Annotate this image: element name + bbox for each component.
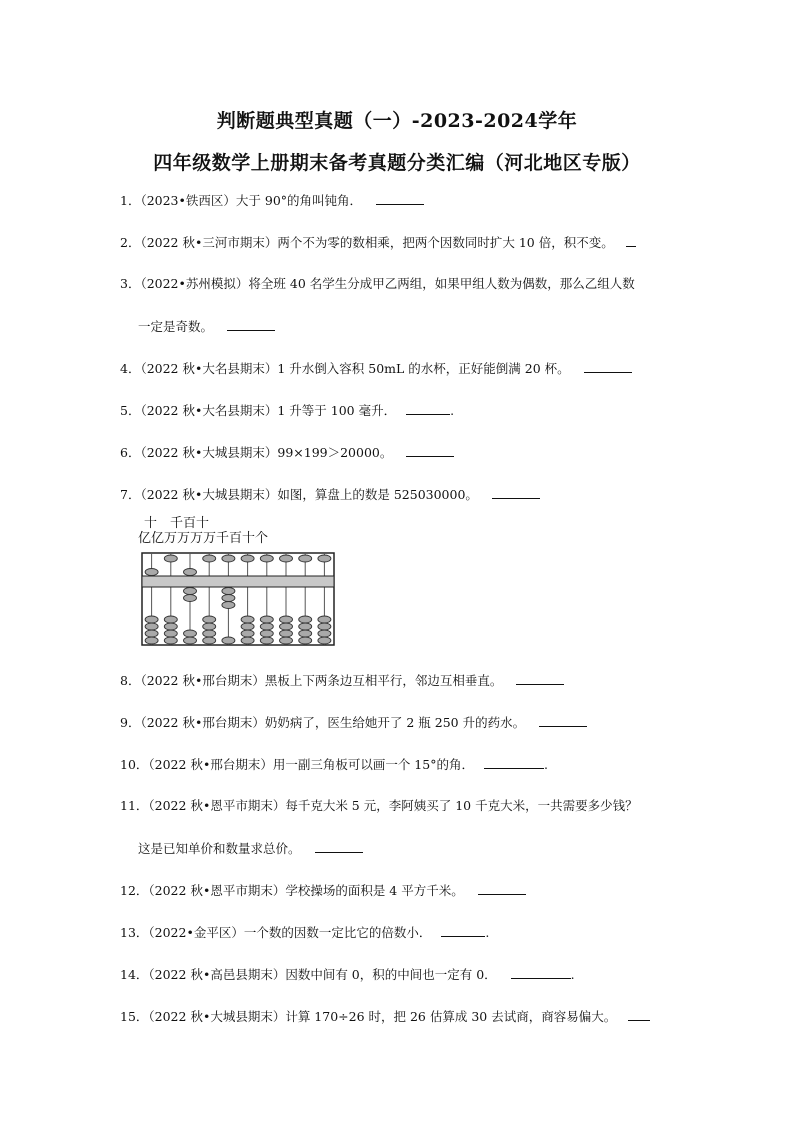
abacus-lower-bead <box>299 623 312 630</box>
abacus-bottom-labels: 亿亿万万万万千百十个 <box>138 531 269 546</box>
question-15 <box>120 1008 690 1025</box>
question-text: （2022 秋•恩平市期末）每千克大米 5 元，李阿姨买了 10 千克大米，一共需要多少钱？ <box>148 798 638 813</box>
title-line-2: 四年级数学上册期末备考真题分类汇编（河北地区专版） <box>153 152 641 174</box>
question-1 <box>120 192 690 209</box>
question-number: 7． <box>120 487 141 502</box>
abacus-upper-bead <box>241 555 254 562</box>
abacus-lower-bead <box>145 630 158 637</box>
abacus-lower-bead <box>280 623 293 630</box>
abacus-lower-bead <box>241 630 254 637</box>
question-number: 10． <box>120 757 149 772</box>
abacus-lower-bead <box>222 588 235 595</box>
question-text-cont: 一定是奇数。 <box>138 319 214 334</box>
title-line-1: 判断题典型真题（一）-2023-2024学年 <box>216 110 578 132</box>
abacus-lower-bead <box>184 588 197 595</box>
trailing-period: . <box>450 403 455 418</box>
answer-blank[interactable] <box>478 882 526 895</box>
abacus-lower-bead <box>318 637 331 644</box>
answer-blank[interactable] <box>511 966 571 979</box>
answer-blank[interactable] <box>406 444 454 457</box>
abacus-lower-bead <box>203 637 216 644</box>
question-text: （2022•苏州模拟）将全班 40 名学生分成甲乙两组，如果甲组人数为偶数，那么乙组人数 <box>140 276 635 291</box>
abacus-lower-bead <box>145 616 158 623</box>
question-number: 12． <box>120 883 149 898</box>
trailing-period: . <box>485 925 490 940</box>
question-9 <box>120 714 690 731</box>
question-text: （2022 秋•大城县期末）如图，算盘上的数是 525030000。 <box>140 487 478 502</box>
answer-blank[interactable] <box>628 1008 650 1021</box>
answer-blank[interactable] <box>516 672 564 685</box>
question-text-cont: 这是已知单价和数量求总价。 <box>138 841 301 856</box>
question-number: 3． <box>120 276 141 291</box>
abacus-lower-bead <box>184 595 197 602</box>
question-text: （2022 秋•大名县期末）1 升等于 100 毫升． <box>140 403 397 418</box>
abacus-lower-bead <box>184 630 197 637</box>
abacus-lower-bead <box>299 630 312 637</box>
question-10 <box>120 756 690 773</box>
abacus-lower-bead <box>164 637 177 644</box>
question-4 <box>120 360 690 377</box>
question-number: 6． <box>120 445 141 460</box>
question-number: 13． <box>120 925 149 940</box>
abacus-lower-bead <box>241 637 254 644</box>
question-number: 15． <box>120 1009 149 1024</box>
abacus-top-labels: 十 千百十 <box>144 516 210 531</box>
abacus-upper-bead <box>145 569 158 576</box>
abacus-lower-bead <box>164 630 177 637</box>
question-text: （2022 秋•大城县期末）计算 170÷26 时，把 26 估算成 30 去试商，商容易偏大。 <box>148 1009 617 1024</box>
abacus-diagram <box>138 549 338 649</box>
answer-blank[interactable] <box>441 924 485 937</box>
answer-blank[interactable] <box>315 840 363 853</box>
abacus-lower-bead <box>184 637 197 644</box>
abacus-lower-bead <box>222 637 235 644</box>
abacus-upper-bead <box>184 569 197 576</box>
abacus-lower-bead <box>280 630 293 637</box>
abacus-lower-bead <box>164 623 177 630</box>
question-3 <box>120 276 690 292</box>
answer-blank[interactable] <box>539 714 587 727</box>
answer-blank[interactable] <box>584 360 632 373</box>
question-text: （2022 秋•大城县期末）99×199＞20000。 <box>140 445 393 460</box>
question-text: （2022 秋•邢台期末）黑板上下两条边互相平行，邻边互相垂直。 <box>140 673 503 688</box>
abacus-lower-bead <box>241 623 254 630</box>
abacus-lower-bead <box>318 623 331 630</box>
abacus-lower-bead <box>260 616 273 623</box>
question-text: （2023•铁西区）大于 90°的角叫钝角． <box>140 193 363 208</box>
abacus-lower-bead <box>260 623 273 630</box>
question-text: （2022 秋•恩平市期末）学校操场的面积是 4 平方千米。 <box>148 883 464 898</box>
abacus-upper-bead <box>280 555 293 562</box>
question-11-continuation <box>138 840 708 857</box>
abacus-upper-bead <box>318 555 331 562</box>
question-number: 2． <box>120 235 141 250</box>
abacus-upper-bead <box>222 555 235 562</box>
question-number: 1． <box>120 193 141 208</box>
abacus-lower-bead <box>145 637 158 644</box>
question-6 <box>120 444 690 461</box>
question-text: （2022 秋•大名县期末）1 升水倒入容积 50mL 的水杯，正好能倒满 20 杯。 <box>140 361 570 376</box>
abacus-upper-bead <box>299 555 312 562</box>
abacus-beam <box>142 576 334 587</box>
question-number: 5． <box>120 403 141 418</box>
abacus-lower-bead <box>222 595 235 602</box>
question-14 <box>120 966 690 983</box>
abacus-lower-bead <box>164 616 177 623</box>
trailing-period: . <box>543 757 548 772</box>
abacus-lower-bead <box>145 623 158 630</box>
question-13 <box>120 924 690 941</box>
question-11 <box>120 798 690 814</box>
abacus-lower-bead <box>203 623 216 630</box>
answer-blank[interactable] <box>626 234 636 247</box>
abacus-upper-bead <box>164 555 177 562</box>
question-number: 11． <box>120 798 149 813</box>
abacus-figure <box>138 516 338 649</box>
question-8 <box>120 672 690 689</box>
question-3-continuation <box>138 318 708 335</box>
abacus-lower-bead <box>260 630 273 637</box>
question-number: 4． <box>120 361 141 376</box>
question-number: 9． <box>120 715 141 730</box>
abacus-upper-bead <box>203 555 216 562</box>
abacus-lower-bead <box>222 602 235 609</box>
question-2 <box>120 234 690 251</box>
answer-blank[interactable] <box>484 756 544 769</box>
question-text: （2022 秋•邢台期末）用一副三角板可以画一个 15°的角． <box>148 757 474 772</box>
abacus-lower-bead <box>260 637 273 644</box>
abacus-lower-bead <box>280 616 293 623</box>
abacus-lower-bead <box>280 637 293 644</box>
abacus-lower-bead <box>318 616 331 623</box>
abacus-lower-bead <box>299 616 312 623</box>
abacus-lower-bead <box>203 616 216 623</box>
abacus-lower-bead <box>318 630 331 637</box>
answer-blank[interactable] <box>492 486 540 499</box>
abacus-lower-bead <box>299 637 312 644</box>
question-number: 8． <box>120 673 141 688</box>
question-text: （2022•金平区）一个数的因数一定比它的倍数小． <box>148 925 432 940</box>
abacus-upper-bead <box>260 555 273 562</box>
abacus-lower-bead <box>203 630 216 637</box>
question-5 <box>120 402 690 419</box>
question-text: （2022 秋•邢台期末）奶奶病了，医生给她开了 2 瓶 250 升的药水。 <box>140 715 526 730</box>
trailing-period: . <box>570 967 575 982</box>
answer-blank[interactable] <box>376 192 424 205</box>
question-12 <box>120 882 690 899</box>
answer-blank[interactable] <box>227 318 275 331</box>
question-text: （2022 秋•三河市期末）两个不为零的数相乘，把两个因数同时扩大 10 倍，积不变。 <box>140 235 614 250</box>
question-7 <box>120 486 690 503</box>
question-text: （2022 秋•高邑县期末）因数中间有 0，积的中间也一定有 0． <box>148 967 497 982</box>
answer-blank[interactable] <box>406 402 450 415</box>
question-number: 14． <box>120 967 149 982</box>
abacus-lower-bead <box>241 616 254 623</box>
